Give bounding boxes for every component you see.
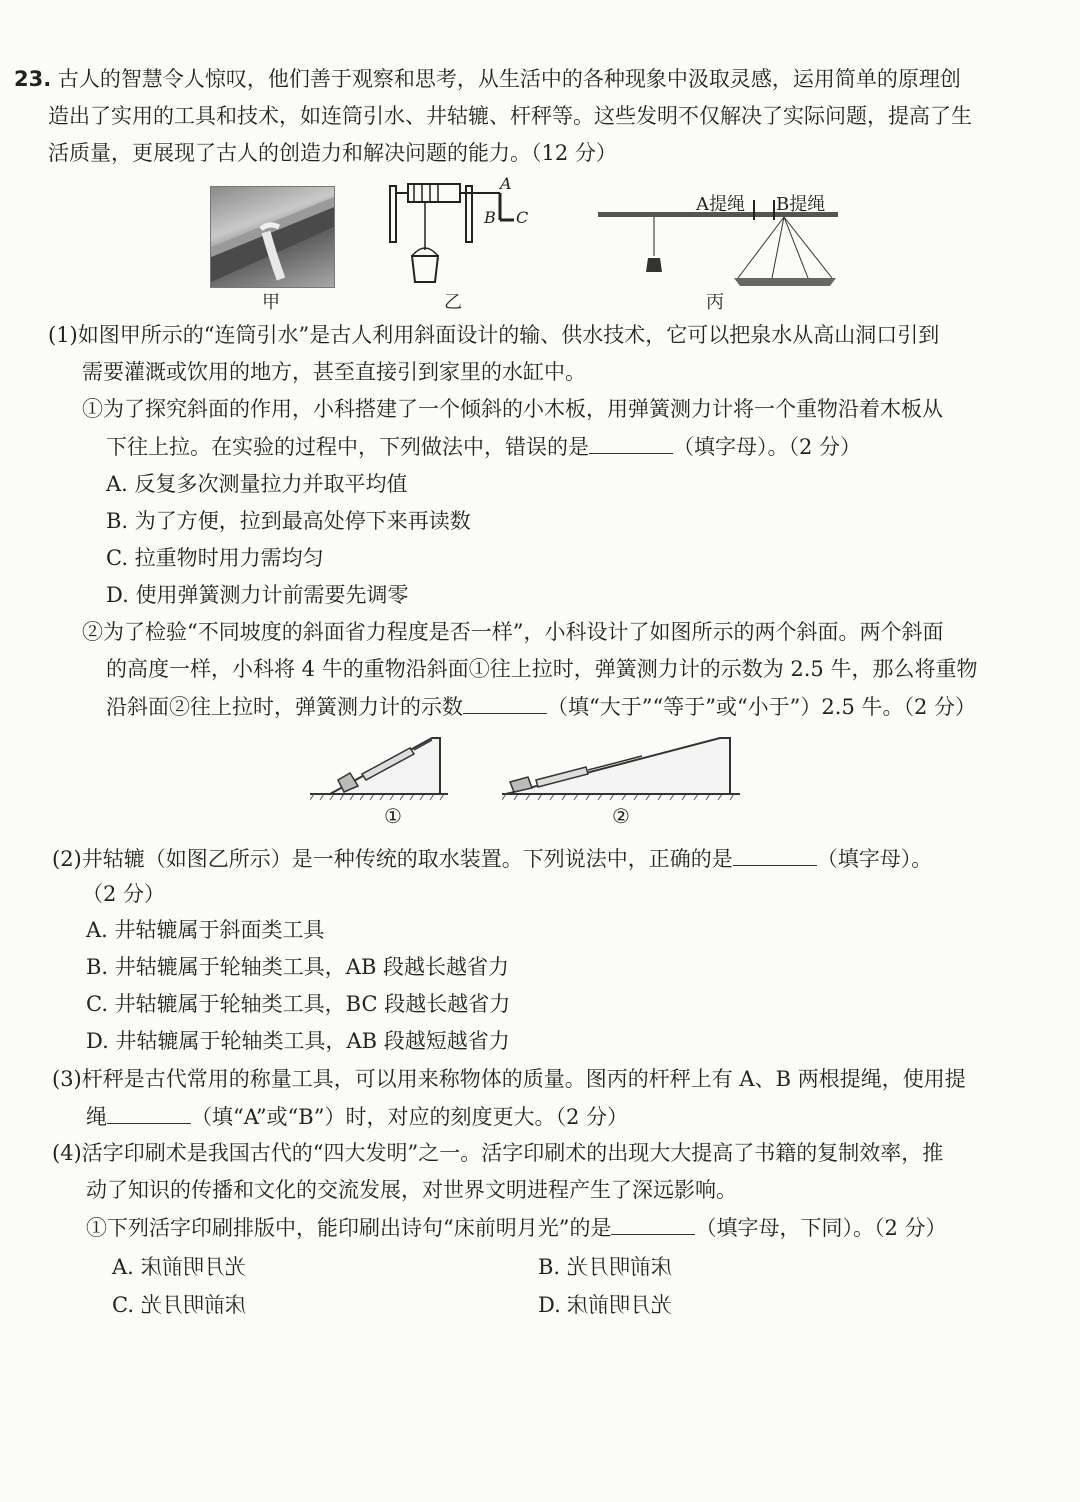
figure-jia-photo: [210, 186, 335, 288]
option-a-letter: A.: [112, 1255, 134, 1279]
option-d-letter: D.: [538, 1293, 561, 1317]
part1-q2-line-3: [106, 691, 976, 722]
part4-q1-text: ①下列活字印刷排版中，能印刷出诗句“床前明月光”的是: [86, 1216, 612, 1240]
question-intro-line-2: 造出了实用的工具和技术，如连筒引水、井轱辘、杆秤等。这些发明不仅解决了实际问题，提高了生: [48, 104, 972, 128]
part3-tail: （填“A”或“B”）时，对应的刻度更大。（2 分）: [191, 1105, 628, 1129]
part4-option-c: [112, 1290, 246, 1320]
slope-2-caption: ②: [612, 804, 630, 828]
part3-text: 绳: [86, 1105, 107, 1129]
figure-yi-windlass: [380, 178, 540, 290]
part2-option-b: B. 井轱辘属于轮轴类工具，AB 段越长越省力: [86, 955, 510, 979]
part1-q1-option-a: A. 反复多次测量拉力并取平均值: [106, 472, 408, 496]
figure-jia-caption: 甲: [262, 292, 280, 313]
part4-q1-line: [86, 1212, 947, 1243]
part4-option-d: [538, 1290, 672, 1320]
slope-1-caption: ①: [384, 804, 402, 828]
part2-option-c: C. 井轱辘属于轮轴类工具，BC 段越长越省力: [86, 992, 511, 1016]
answer-blank-1-1[interactable]: [589, 431, 673, 454]
answer-blank-4-1[interactable]: [611, 1212, 695, 1235]
intro-text-1: 古人的智慧令人惊叹，他们善于观察和思考，从生活中的各种现象中汲取灵感，运用简单的原理创: [57, 67, 961, 91]
answer-blank-2[interactable]: [733, 843, 817, 866]
option-d-type: 光月明前床: [567, 1293, 673, 1317]
part1-q1-tail: （填字母）。（2 分）: [673, 435, 862, 459]
label-b: B: [484, 208, 496, 227]
part1-q1-line-1: ①为了探究斜面的作用，小科搭建了一个倾斜的小木板，用弹簧测力计将一个重物沿着木板从: [82, 397, 943, 421]
part3-line-2: [86, 1101, 628, 1132]
part1-q1-option-d: D. 使用弹簧测力计前需要先调零: [106, 583, 409, 607]
option-b-type: 床前明月光: [566, 1255, 672, 1279]
part1-q1-option-b: B. 为了方便，拉到最高处停下来再读数: [106, 509, 471, 533]
question-intro-line-3: 活质量，更展现了古人的创造力和解决问题的能力。（12 分）: [48, 141, 617, 165]
part2-tail: （填字母）。: [816, 847, 933, 871]
part2-line-2: （2 分）: [82, 882, 166, 906]
slope-2-figure: [502, 730, 742, 800]
part1-q2-tail: （填“大于”“等于”或“小于”）2.5 牛。（2 分）: [547, 695, 977, 719]
option-b-letter: B.: [538, 1255, 561, 1279]
question-intro-line-1: [14, 64, 961, 94]
part2-line-1: [52, 843, 932, 874]
rope-a-label: A提绳: [696, 194, 745, 215]
part4-option-a: [112, 1252, 246, 1282]
part1-q2-text: 沿斜面②往上拉时，弹簧测力计的示数: [106, 695, 463, 719]
part4-line-1: (4)活字印刷术是我国古代的“四大发明”之一。活字印刷术的出现大大提高了书籍的复制效率，推: [52, 1141, 944, 1165]
part2-option-a: A. 井轱辘属于斜面类工具: [86, 918, 325, 942]
part2-option-d: D. 井轱辘属于轮轴类工具，AB 段越短越省力: [86, 1029, 510, 1053]
option-c-letter: C.: [112, 1293, 134, 1317]
part1-q1-text: 下往上拉。在实验的过程中，下列做法中，错误的是: [106, 435, 589, 459]
part3-line-1: (3)杆秤是古代常用的称量工具，可以用来称物体的质量。图丙的杆秤上有 A、B 两根提绳，使用提: [52, 1067, 966, 1091]
figure-bing-caption: 丙: [706, 292, 724, 313]
part4-q1-tail: （填字母，下同）。（2 分）: [695, 1216, 947, 1240]
option-c-type: 光月明前床: [140, 1293, 246, 1317]
part1-q1-line-2: [106, 431, 861, 462]
part4-option-b: [538, 1252, 672, 1282]
part1-intro-line-2: 需要灌溉或饮用的地方，甚至直接引到家里的水缸中。: [82, 360, 586, 384]
label-a: A: [500, 174, 512, 193]
question-number: 23.: [14, 67, 52, 91]
label-c: C: [516, 208, 529, 227]
figure-yi-caption: 乙: [444, 292, 462, 313]
bamboo-pipe-image: [211, 187, 334, 287]
part2-text: (2)井轱辘（如图乙所示）是一种传统的取水装置。下列说法中，正确的是: [52, 847, 733, 871]
part1-q2-line-2: 的高度一样，小科将 4 牛的重物沿斜面①往上拉时，弹簧测力计的示数为 2.5 牛，那么将重物: [106, 657, 978, 681]
answer-blank-1-2[interactable]: [463, 691, 547, 714]
option-a-type: 床前明月光: [140, 1255, 246, 1279]
part1-q2-line-1: ②为了检验“不同坡度的斜面省力程度是否一样”，小科设计了如图所示的两个斜面。两个斜面: [82, 620, 944, 644]
rope-b-label: B提绳: [776, 194, 826, 215]
part1-q1-option-c: C. 拉重物时用力需均匀: [106, 546, 324, 570]
slope-1-figure: [310, 730, 450, 800]
answer-blank-3[interactable]: [107, 1101, 191, 1124]
part1-intro-line-1: (1)如图甲所示的“连筒引水”是古人利用斜面设计的输、供水技术，它可以把泉水从高山洞口引到: [48, 323, 940, 347]
part4-line-2: 动了知识的传播和文化的交流发展，对世界文明进程产生了深远影响。: [86, 1178, 737, 1202]
